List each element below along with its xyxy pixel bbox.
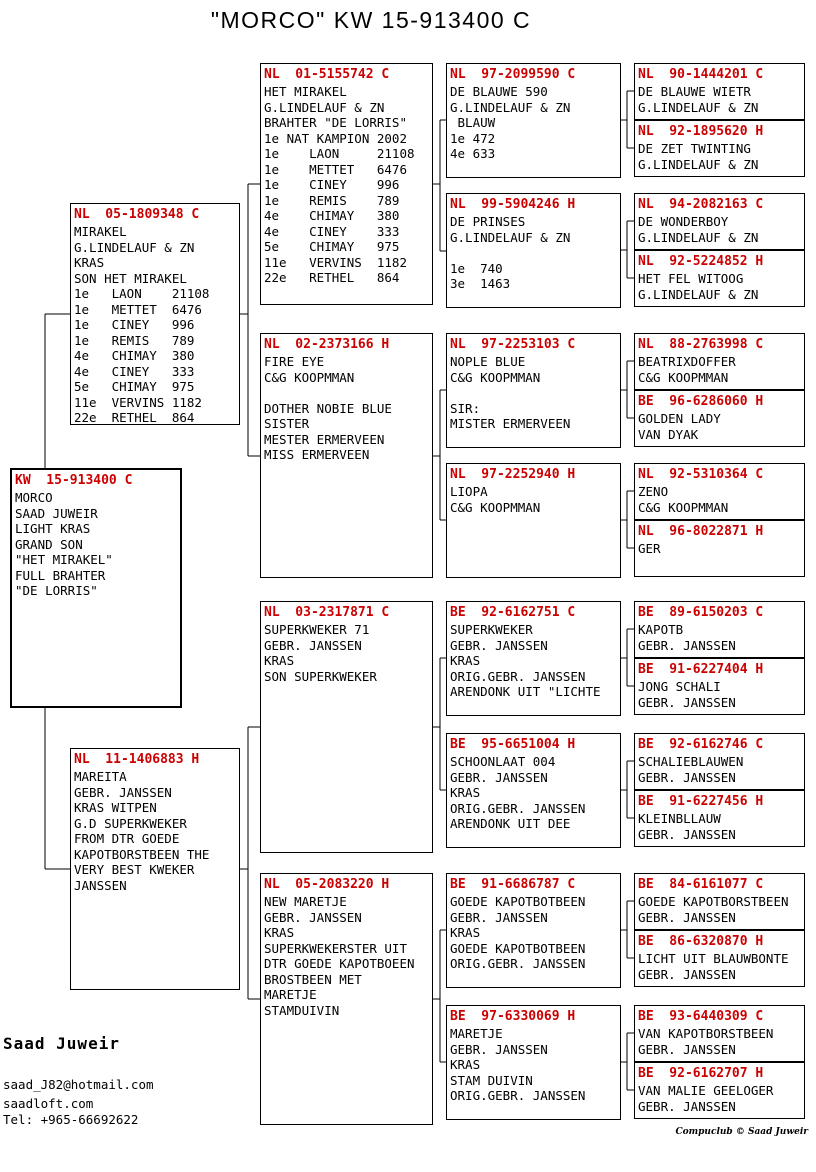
pedigree-box-ssds (634, 193, 805, 250)
box-body: GOLDEN LADY VAN DYAK (638, 411, 721, 442)
pedigree-box-ddss (634, 873, 805, 930)
ring-number: BE 91-6227404 H (638, 662, 764, 677)
ring-number: NL 02-2373166 H (264, 337, 390, 352)
ring-number: BE 91-6227456 H (638, 794, 764, 809)
box-body: HET FEL WITOOG G.LINDELAUF & ZN (638, 271, 759, 302)
owner-name: Saad Juweir (3, 1034, 120, 1053)
pedigree-box-dsds (634, 733, 805, 790)
pedigree-box-sire-sire-dam (446, 193, 621, 308)
ring-number: NL 05-1809348 C (74, 207, 200, 222)
box-body: MAREITA GEBR. JANSSEN KRAS WITPEN G.D SUPERKWEKER FROM DTR GOEDE KAPOTBORSTBEEN THE VERY BEST KWEKER JANSSEN (74, 769, 210, 893)
ring-number: KW 15-913400 C (15, 473, 133, 488)
pedigree-box-dddd (634, 1062, 805, 1119)
box-body: VAN KAPOTBORSTBEEN GEBR. JANSSEN (638, 1026, 774, 1057)
box-body: VAN MALIE GEELOGER GEBR. JANSSEN (638, 1083, 774, 1114)
pedigree-box-ddds (634, 1005, 805, 1062)
ring-number: BE 86-6320870 H (638, 934, 764, 949)
box-body: ZENO C&G KOOPMMAN (638, 484, 729, 515)
pedigree-box-sire-sire-sire (446, 63, 621, 178)
ring-number: BE 92-6162707 H (638, 1066, 764, 1081)
pedigree-box-dam (70, 748, 240, 990)
pedigree-box-sdss (634, 333, 805, 390)
ring-number: NL 90-1444201 C (638, 67, 764, 82)
box-body: LIOPA C&G KOOPMMAN (450, 484, 541, 515)
ring-number: BE 84-6161077 C (638, 877, 764, 892)
ring-number: BE 95-6651004 H (450, 737, 576, 752)
ring-number: NL 92-1895620 H (638, 124, 764, 139)
ring-number: BE 93-6440309 C (638, 1009, 764, 1024)
box-body: MARETJE GEBR. JANSSEN KRAS STAM DUIVIN ORIG.GEBR. JANSSEN (450, 1026, 586, 1103)
ring-number: NL 03-2317871 C (264, 605, 390, 620)
owner-website: saadloft.com (3, 1096, 94, 1111)
ring-number: NL 92-5224852 H (638, 254, 764, 269)
box-body: LICHT UIT BLAUWBONTE GEBR. JANSSEN (638, 951, 789, 982)
pedigree-box-dam-dam-dam (446, 1005, 621, 1120)
ring-number: BE 92-6162751 C (450, 605, 576, 620)
pedigree-box-sddd (634, 520, 805, 577)
ring-number: NL 97-2099590 C (450, 67, 576, 82)
ring-number: NL 88-2763998 C (638, 337, 764, 352)
pedigree-box-dam-sire-sire (446, 601, 621, 716)
box-body: FIRE EYE C&G KOOPMMAN DOTHER NOBIE BLUE SISTER MESTER ERMERVEEN MISS ERMERVEEN (264, 354, 392, 462)
pedigree-box-sdsd (634, 390, 805, 447)
box-body: MIRAKEL G.LINDELAUF & ZN KRAS SON HET MIRAKEL 1e LAON 21108 1e METTET 6476 1e CINEY 996 1e REMIS 789 4e CHIMAY 380 4e CINEY 333 5e CHIMAY 975 11e VERVINS 1182 22e RETHEL 864 (74, 224, 210, 425)
ring-number: NL 01-5155742 C (264, 67, 390, 82)
box-body: GER (638, 541, 661, 556)
owner-phone: Tel: +965-66692622 (3, 1112, 139, 1127)
pedigree-box-sire-dam-sire (446, 333, 621, 448)
ring-number: NL 97-2252940 H (450, 467, 576, 482)
ring-number: BE 89-6150203 C (638, 605, 764, 620)
pedigree-box-dam-dam-sire (446, 873, 621, 988)
ring-number: NL 92-5310364 C (638, 467, 764, 482)
box-body: DE BLAUWE WIETR G.LINDELAUF & ZN (638, 84, 759, 115)
pedigree-box-sire-dam-dam (446, 463, 621, 578)
ring-number: BE 96-6286060 H (638, 394, 764, 409)
box-body: DE PRINSES G.LINDELAUF & ZN 1e 740 3e 1463 (450, 214, 571, 291)
ring-number: BE 97-6330069 H (450, 1009, 576, 1024)
pedigree-box-dsss (634, 601, 805, 658)
ring-number: NL 96-8022871 H (638, 524, 764, 539)
box-body: DE BLAUWE 590 G.LINDELAUF & ZN BLAUW 1e 472 4e 633 (450, 84, 571, 161)
pedigree-box-dam-dam (260, 873, 433, 1125)
box-body: KAPOTB GEBR. JANSSEN (638, 622, 736, 653)
box-body: NOPLE BLUE C&G KOOPMMAN SIR: MISTER ERMERVEEN (450, 354, 571, 431)
box-body: GOEDE KAPOTBOTBEEN GEBR. JANSSEN KRAS GOEDE KAPOTBOTBEEN ORIG.GEBR. JANSSEN (450, 894, 586, 971)
ring-number: BE 91-6686787 C (450, 877, 576, 892)
pedigree-box-sire-dam (260, 333, 433, 578)
ring-number: NL 05-2083220 H (264, 877, 390, 892)
pedigree-box-dsdd (634, 790, 805, 847)
box-body: NEW MARETJE GEBR. JANSSEN KRAS SUPERKWEKERSTER UIT DTR GOEDE KAPOTBOEEN BROSTBEEN MET MARETJE STAMDUIVIN (264, 894, 415, 1018)
software-credit: Compuclub © Saad Juweir (675, 1127, 808, 1137)
ring-number: NL 97-2253103 C (450, 337, 576, 352)
ring-number: NL 94-2082163 C (638, 197, 764, 212)
pedigree-box-sdds (634, 463, 805, 520)
pedigree-box-dssd (634, 658, 805, 715)
pedigree-box-ssss (634, 63, 805, 120)
pedigree-box-sire-sire (260, 63, 433, 305)
pedigree-box-dam-sire-dam (446, 733, 621, 848)
pedigree-box-sssd (634, 120, 805, 177)
owner-email: saad_J82@hotmail.com (3, 1077, 154, 1092)
pedigree-box-ssdd (634, 250, 805, 307)
box-body: SUPERKWEKER GEBR. JANSSEN KRAS ORIG.GEBR. JANSSEN ARENDONK UIT "LICHTE (450, 622, 601, 699)
pedigree-box-sire (70, 203, 240, 425)
ring-number: NL 11-1406883 H (74, 752, 200, 767)
box-body: SCHOONLAAT 004 GEBR. JANSSEN KRAS ORIG.GEBR. JANSSEN ARENDONK UIT DEE (450, 754, 586, 831)
box-body: BEATRIXDOFFER C&G KOOPMMAN (638, 354, 736, 385)
ring-number: NL 99-5904246 H (450, 197, 576, 212)
box-body: DE ZET TWINTING G.LINDELAUF & ZN (638, 141, 759, 172)
box-body: GOEDE KAPOTBORSTBEEN GEBR. JANSSEN (638, 894, 789, 925)
ring-number: BE 92-6162746 C (638, 737, 764, 752)
pedigree-box-ddsd (634, 930, 805, 987)
pedigree-box-subject (10, 468, 182, 708)
box-body: KLEINBLLAUW GEBR. JANSSEN (638, 811, 736, 842)
box-body: HET MIRAKEL G.LINDELAUF & ZN BRAHTER "DE LORRIS" 1e NAT KAMPION 2002 1e LAON 21108 1e METTET 6476 1e CINEY 996 1e REMIS 789 4e CHIMAY 380 4e CINEY 333 5e CHIMAY 975 11e VERVINS 1182 22e RETHEL 864 (264, 84, 415, 285)
box-body: JONG SCHALI GEBR. JANSSEN (638, 679, 736, 710)
box-body: SUPERKWEKER 71 GEBR. JANSSEN KRAS SON SUPERKWEKER (264, 622, 377, 684)
box-body: DE WONDERBOY G.LINDELAUF & ZN (638, 214, 759, 245)
pedigree-box-dam-sire (260, 601, 433, 853)
box-body: SCHALIEBLAUWEN GEBR. JANSSEN (638, 754, 744, 785)
box-body: MORCO SAAD JUWEIR LIGHT KRAS GRAND SON "HET MIRAKEL" FULL BRAHTER "DE LORRIS" (15, 490, 113, 598)
page-title: "MORCO" KW 15-913400 C (210, 7, 532, 33)
